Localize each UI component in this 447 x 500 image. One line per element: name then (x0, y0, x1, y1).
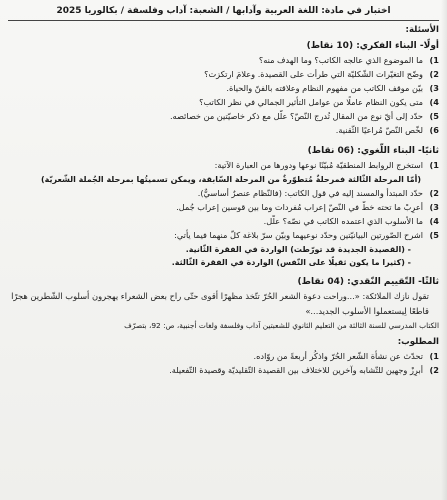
item-text: ما الأسلوب الذي اعتمده الكاتب في نصّه؟ علّل. (263, 216, 423, 226)
item-text: وضّح التغيّرات الشّكليّة التي طرأت على القصيدة. وعلامَ ارتكزت؟ (204, 69, 423, 79)
item-number: 1 ) (429, 54, 439, 67)
item-number: 2 ) (429, 364, 439, 377)
page-edge-shadow (441, 0, 447, 500)
section2-item-1 (8, 159, 439, 172)
item-number: 2 ) (429, 68, 439, 81)
item-text: حدّد المبتدأ والمسند إليه في قول الكاتب: (فالنّظام عنصرٌ أساسيٌّ). (197, 188, 423, 198)
item-number: 5 ) (429, 110, 439, 123)
item-text: أبرِزْ وجهين للتّشابه وآخرين للاختلاف بين القصيدة التّقليديّة وقصيدة التّفعيلة. (169, 365, 423, 375)
item-number: 2 ) (429, 187, 439, 200)
section1-item-1 (8, 54, 439, 67)
item-number: 5 ) (429, 229, 439, 242)
item-number: 1 ) (429, 350, 439, 363)
section1-item-4 (8, 96, 439, 109)
required-label: المطلوب: (397, 337, 439, 347)
item-number: 4 ) (429, 215, 439, 228)
section3-item-2 (8, 364, 439, 377)
item-text: لخّص النّصّ مُراعيًا الثّقنية. (335, 125, 423, 135)
item-text: متى يكون النظام عاملًا من عوامل التأثير الجمالي في نظر الكاتب؟ (199, 97, 423, 107)
section2-image-2: - (كثيرا ما يكون ثقيلًا على النّفس) الواردة في الفقرة الثّالثة. (171, 258, 411, 267)
section2-item-5 (8, 229, 439, 242)
section2-item-3 (8, 201, 439, 214)
item-text: بيّن موقف الكاتب من مفهوم النظام وعلاقته بالفنّ والحياة. (226, 83, 423, 93)
section3-title: ثالثًا- التّقييم النّقدي: (04 نقاط) (297, 277, 439, 287)
item-text: أعرِبْ ما تحته خطّ في النّصّ إعراب مُفردات وما بين قوسين إعراب جُمل. (176, 202, 423, 212)
section2-quote: (أمّا المرحلة الثّالثة فمرحلةٌ مُتطوّرةٌ من المرحلة السّابقة، ويمكن تسميتُها بمرحلة الجُملة الشّعريّة) (41, 175, 421, 184)
item-text: استخرج الروابط المنطقيّة مُبيّنًا نوعها ودورها من العبارة الآتية: (214, 160, 423, 170)
section2-item-2 (8, 187, 439, 200)
section2-title: ثانيًا- البناء اللّغوي: (06 نقاط) (307, 146, 439, 156)
item-number: 3 ) (429, 201, 439, 214)
item-number: 1 ) (429, 159, 439, 172)
section3-intro: تقول نازك الملائكة: «...وراحت دعوة الشعر الحُرّ تتّخذ مظهرًا أقوى حتّى راح بعض الشعراء يهجرون أسلوب الشّطرين هجرًا قاطعًا لِيستعملوا الأسلوب الجديد...» (11, 291, 429, 316)
section3-source: الكتاب المدرسي للسنة الثالثة من التعليم الثانوي للشعبتين آداب وفلسفة ولغات أجنبية، ص: 92، بتصرّف (124, 321, 439, 330)
item-number: 4 ) (429, 96, 439, 109)
item-number: 6 ) (429, 124, 439, 137)
item-text: ما الموضوع الذي عالجه الكاتب؟ وما الهدف منه؟ (258, 55, 423, 65)
section1-item-3 (8, 82, 439, 95)
questions-label: الأسئلة: (405, 25, 439, 35)
section2-image-1: - (القصيدة الجديدة قد تورّطت) الواردة في الفقرة الثّانية. (185, 245, 411, 254)
section2-item-4 (8, 215, 439, 228)
section1-item-6 (8, 124, 439, 137)
item-text: حدّد إلى أيّ نوع من المقال تُدرج النّصّ؟ علّل مع ذكر خاصيّتين من خصائصه. (169, 111, 423, 121)
exam-header: اختبار في مادة: اللغة العربية وآدابها / الشعبة: آداب وفلسفة / بكالوريا 2025 (8, 4, 439, 21)
item-text: اشرح الصّورتين البيانيّتين وحدّد نوعيهما وبيّن سرّ بلاغة كلّ منهما فيما يأتي: (174, 230, 423, 240)
section1-item-2 (8, 68, 439, 81)
section1-title: أولًا- البناء الفكري: (10 نقاط) (306, 41, 439, 51)
item-text: تحدّث عن نشأة الشّعر الحُرّ واذكُر أربعةً من روّاده. (253, 351, 423, 361)
item-number: 3 ) (429, 82, 439, 95)
section1-item-5 (8, 110, 439, 123)
section3-item-1 (8, 350, 439, 363)
